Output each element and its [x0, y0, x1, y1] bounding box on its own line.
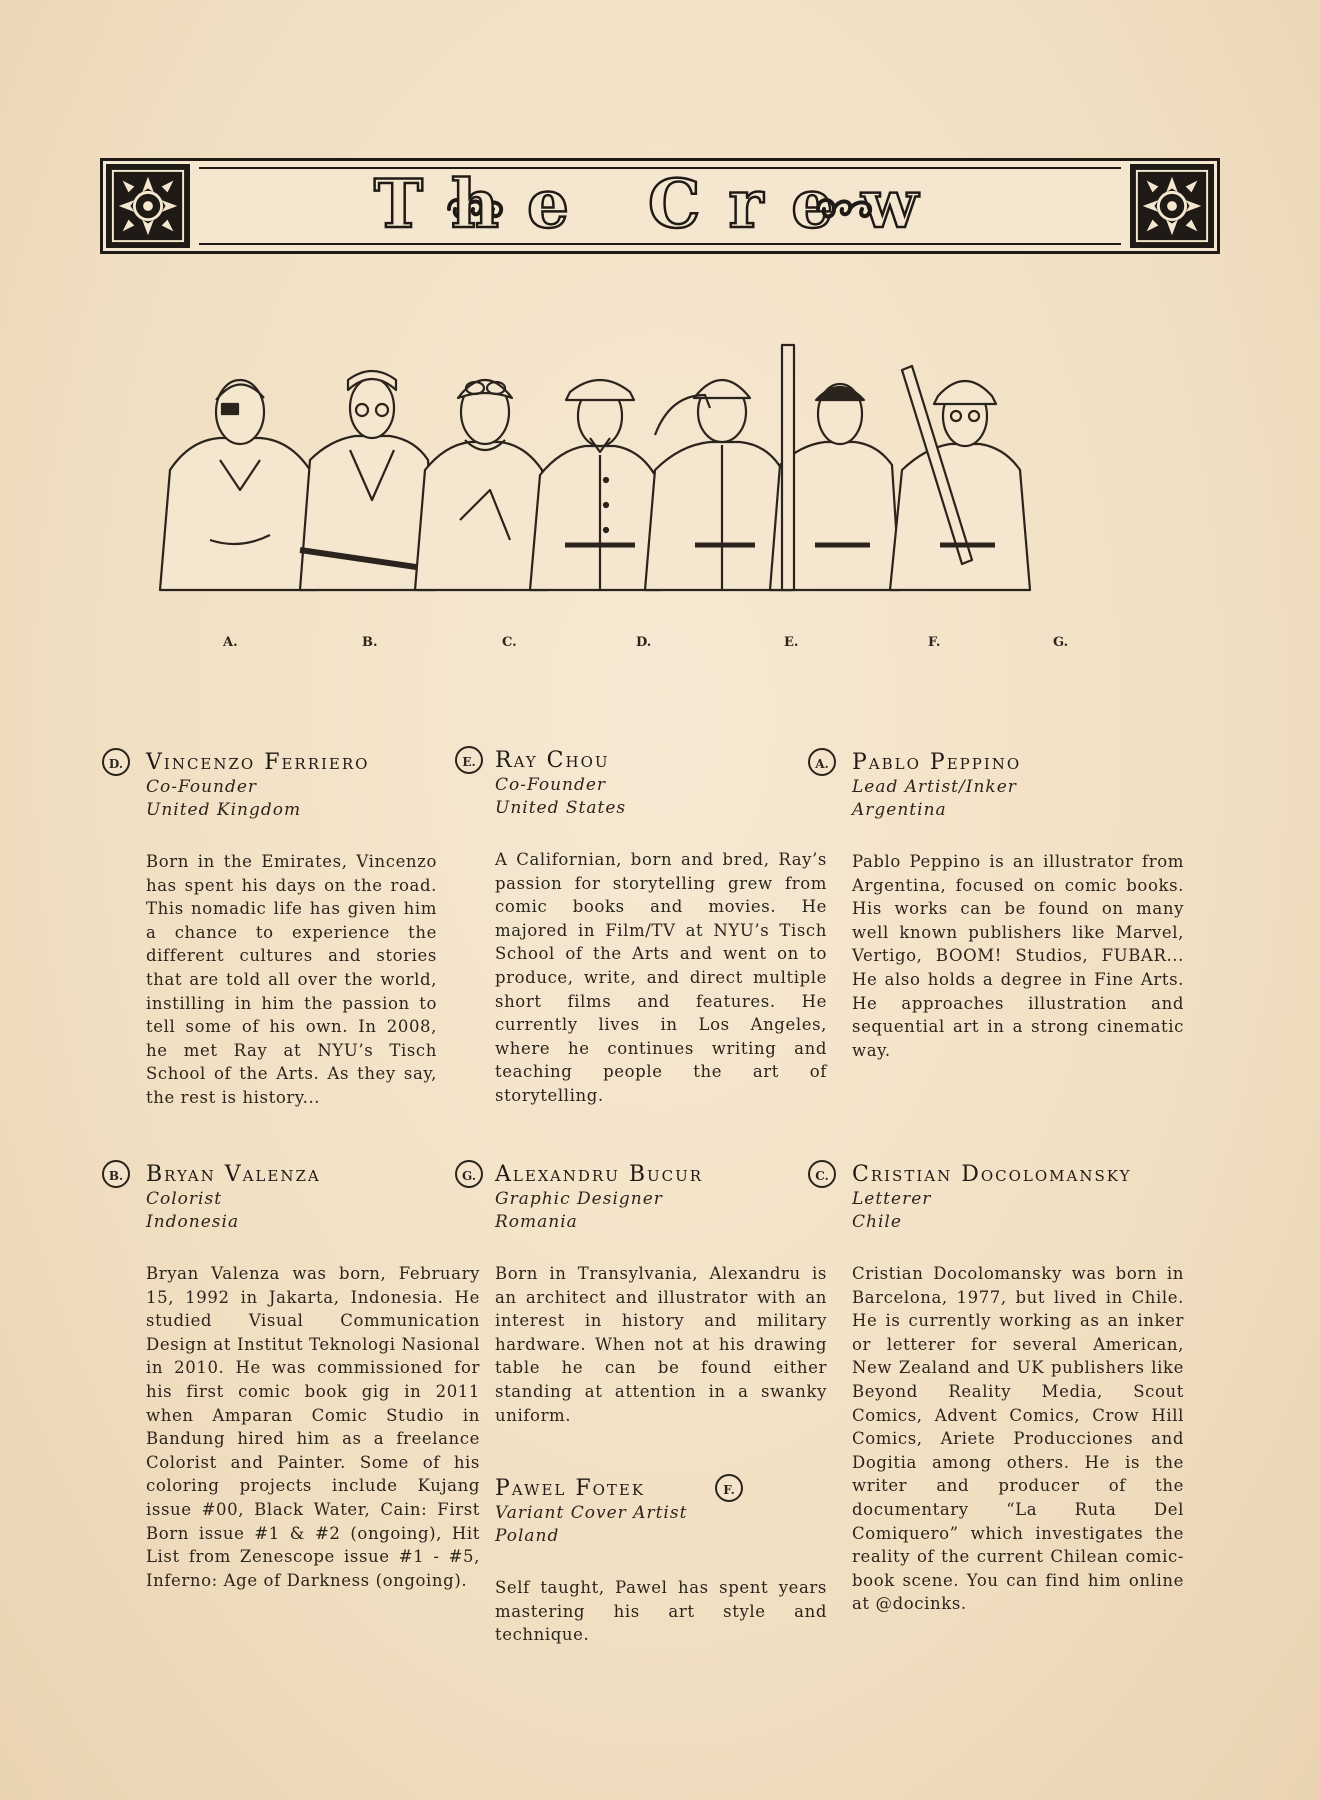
- bio-role: Graphic Designer: [495, 1189, 663, 1209]
- bio-country: United Kingdom: [146, 800, 302, 820]
- bio-vincenzo-ferriero: [102, 750, 437, 1110]
- bio-name: Bryan Valenza: [146, 1162, 321, 1187]
- bio-text: Pablo Peppino is an illustrator from Argentina, focused on comic books. His works can be found on many well known publishers like Marvel, Vertigo, BOOM! Studios, FUBAR... He also holds a degree in Fine Arts. He approaches illustration and sequential art in a strong cinematic way.: [852, 852, 1184, 1060]
- bio-role: Variant Cover Artist: [495, 1503, 688, 1523]
- bio-role: Co-Founder: [495, 775, 607, 795]
- figure-label-e: E.: [784, 635, 799, 650]
- bio-bryan-valenza: [102, 1162, 480, 1592]
- figure-label-c: C.: [502, 635, 517, 650]
- figure-label-g: G.: [1053, 635, 1069, 650]
- bio-role: Co-Founder: [146, 777, 258, 797]
- crew-figure-e: [645, 380, 790, 590]
- flourish-right-icon: [812, 189, 882, 225]
- bio-country: Indonesia: [146, 1212, 240, 1232]
- bio-text: Bryan Valenza was born, February 15, 1992 in Jakarta, Indonesia. He studied Visual Communication Design at Institut Teknologi Nasional in 2010. He was commissioned for his first comic book gig in 2011 when Amparan Comic Studio in Bandung hired him as a freelance Colorist and Painter. Some of his coloring projects include Kujang issue #00, Black Water, Cain: First Born issue #1 & #2 (ongoing), Hit List from Zenescope issue #1 - #5, Inferno: Age of Darkness (ongoing).: [146, 1264, 480, 1590]
- bio-text: Cristian Docolomansky was born in Barcelona, 1977, but lived in Chile. He is currently working as an inker or letterer for several American, New Zealand and UK publishers like Beyond Reality Media, Scout Comics, Advent Comics, Crow Hill Comics, Ariete Producciones and Dogitia among others. He is the writer and producer of the documentary “La Ruta Del Comiquero” which investigates the reality of the current Chilean comic-book scene. You can find him online at @docinks.: [852, 1264, 1184, 1614]
- bio-ray-chou: [455, 748, 827, 1108]
- bio-country: United States: [495, 798, 627, 818]
- bio-name: Alexandru Bucur: [495, 1162, 704, 1187]
- bio-name: Pablo Peppino: [852, 750, 1022, 775]
- bio-country: Romania: [495, 1212, 578, 1232]
- bio-country: Poland: [495, 1526, 560, 1546]
- bio-text: A Californian, born and bred, Ray’s passion for storytelling grew from comic books and movies. He majored in Film/TV at NYU’s Tisch School of the Arts and went on to produce, write, and direct multiple short films and features. He currently lives in Los Angeles, where he continues writing and teaching people the art of storytelling.: [495, 850, 827, 1105]
- bio-name: Cristian Docolomansky: [852, 1162, 1132, 1187]
- figure-label-a: A.: [223, 635, 238, 650]
- bio-badge: G.: [455, 1160, 483, 1188]
- bio-name: Vincenzo Ferriero: [146, 750, 370, 775]
- figure-label-f: F.: [928, 635, 941, 650]
- bio-badge: D.: [102, 748, 130, 776]
- bio-role: Letterer: [852, 1189, 932, 1209]
- crew-figure-a: [160, 380, 318, 590]
- bio-text: Born in the Emirates, Vincenzo has spent his days on the road. This nomadic life has given him a chance to experience the different cultures and stories that are told all over the world, instilling in him the passion to tell some of his own. In 2008, he met Ray at NYU’s Tisch School of the Arts. As they say, the rest is history...: [146, 852, 437, 1107]
- bio-role: Colorist: [146, 1189, 223, 1209]
- crew-figure-d: [530, 380, 662, 590]
- bio-alexandru-bucur: [455, 1162, 827, 1427]
- bio-cristian-docolomansky: [808, 1162, 1184, 1616]
- bio-badge: C.: [808, 1160, 836, 1188]
- bio-badge: E.: [455, 746, 483, 774]
- bio-country: Argentina: [852, 800, 947, 820]
- crew-illustration: [150, 340, 1150, 610]
- page-title: The Crew: [373, 165, 947, 243]
- bio-name: Pawel Fotek: [495, 1476, 646, 1501]
- bio-role: Lead Artist/Inker: [852, 777, 1017, 797]
- bio-name: Ray Chou: [495, 748, 610, 773]
- figure-label-b: B.: [362, 635, 378, 650]
- title-banner: [100, 158, 1220, 254]
- bio-pablo-peppino: [808, 750, 1184, 1062]
- bio-text: Born in Transylvania, Alexandru is an architect and illustrator with an interest in history and military hardware. When not at his drawing table he can be found either standing at attention in a swanky uniform.: [495, 1264, 827, 1425]
- bio-text: Self taught, Pawel has spent years mastering his art style and technique.: [495, 1578, 827, 1645]
- bio-badge: B.: [102, 1160, 130, 1188]
- bio-badge: A.: [808, 748, 836, 776]
- bio-pawel-fotek: [495, 1476, 827, 1647]
- crew-figure-f: [770, 345, 900, 590]
- bio-country: Chile: [852, 1212, 902, 1232]
- crew-figure-c: [415, 380, 548, 590]
- bio-badge: F.: [715, 1474, 743, 1502]
- crew-figure-g: [890, 366, 1030, 590]
- figure-label-d: D.: [636, 635, 652, 650]
